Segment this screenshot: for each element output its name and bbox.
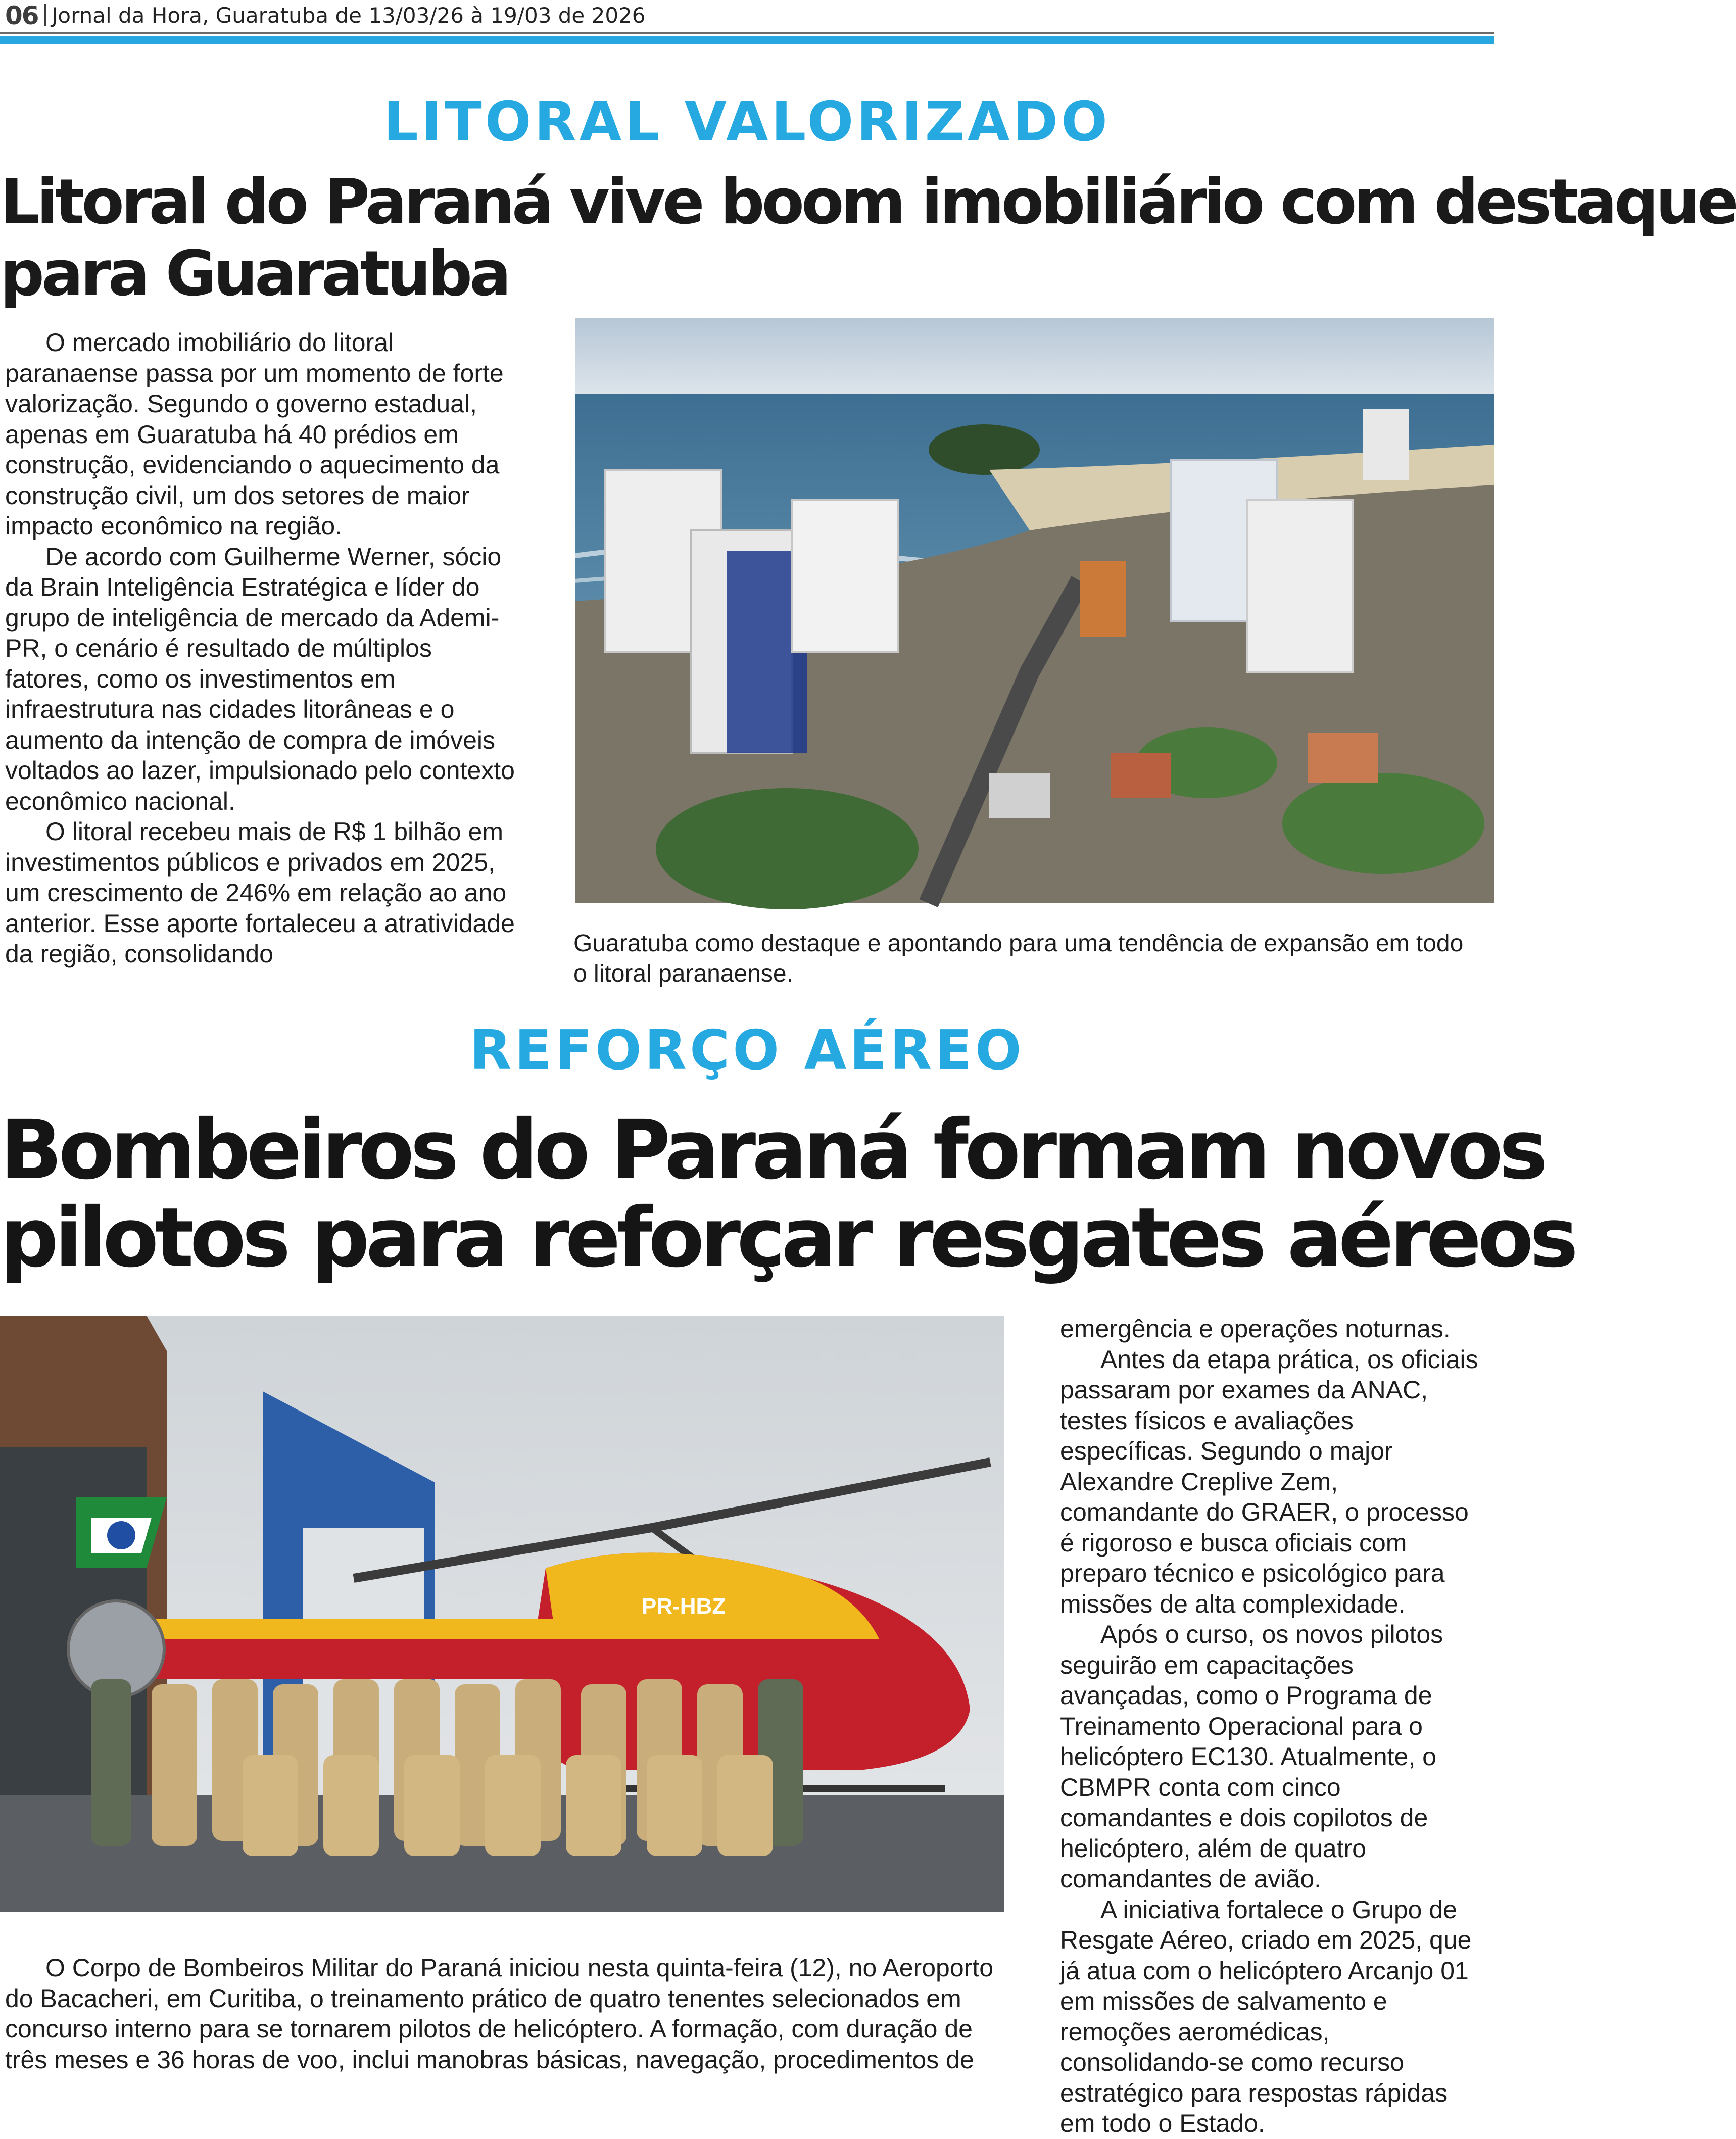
article2-paragraph: A iniciativa fortalece o Grupo de Resgate Aéreo, criado em 2025, que já atua com o helicóptero Arcanjo 01 em missões de salvamento e remoções aeromédicas, consolidando-se como recurso estratégico para respostas rápidas em todo o Estado. (1060, 1895, 1472, 2137)
article2-paragraph: Antes da etapa prática, os oficiais passaram por exames da ANAC, testes físicos e avaliações específicas. Segundo o major Alexandre Creplive Zem, comandante do GRAER, o processo é rigoroso e busca oficiais com preparo técnico e psicológico para missões de alta complexidade. (1060, 1345, 1478, 1618)
headline-article1 (0, 166, 1736, 310)
edition-line: Jornal da Hora, Guaratuba de 13/03/26 à 19/03 de 2026 (52, 3, 646, 28)
section-kicker-aereo: REFORÇO AÉREO (469, 1019, 1025, 1082)
headline-article2 (0, 1103, 1575, 1286)
helicopter-registration: PR-HBZ (642, 1594, 726, 1619)
section-kicker-litoral: LITORAL VALORIZADO (383, 90, 1111, 154)
headline-article2-line1: Bombeiros do Paraná formam novos (0, 1103, 1544, 1198)
header-separator (44, 4, 46, 26)
headline-article1-line1: Litoral do Paraná vive boom imobiliário com destaque (0, 166, 1736, 238)
article1-paragraph: O litoral recebeu mais de R$ 1 bilhão em investimentos públicos e privados em 2025, um crescimento de 246% em relação ao ano anterior. Esse aporte fortaleceu a atratividade da região, consolidando (5, 817, 515, 968)
article2-paragraph: Após o curso, os novos pilotos seguirão em capacitações avançadas, como o Programa de Treinamento Operacional para o helicóptero EC130. Atualmente, o CBMPR conta com cinco comandantes e dois copilotos de helicóptero, além de quatro comandantes de avião. (1060, 1620, 1443, 1893)
article1-text-column (5, 327, 515, 969)
article1-paragraph: O mercado imobiliário do litoral paranaense passa por um momento de forte valorização. Segundo o governo estadual, apenas em Guaratuba há 40 prédios em construção, evidenciando o aquecimento da construção civil, um dos setores de maior impacto econômico na região. (5, 328, 504, 540)
header-rule-blue (0, 36, 1494, 44)
photo-caption: Guaratuba como destaque e apontando para uma tendência de expansão em todo o litoral paranaense. (573, 930, 1464, 987)
headline-article2-line2: pilotos para reforçar resgates aéreos (0, 1191, 1575, 1286)
headline-article1-line2: para Guaratuba (0, 238, 509, 310)
article2-bottom-text (5, 1953, 995, 2075)
article1-paragraph: De acordo com Guilherme Werner, sócio da Brain Inteligência Estratégica e líder do grupo de inteligência de mercado da Ademi-PR, o cenário é resultado de múltiplos fatores, como os investimentos em infraestrutura nas cidades litorâneas e o aumento da intenção de compra de imóveis voltados ao lazer, impulsionado pelo contexto econômico nacional. (5, 542, 515, 815)
page-number: 06 (5, 1, 38, 30)
article2-paragraph: emergência e operações noturnas. (1060, 1315, 1451, 1343)
firefighters-helicopter-photo (0, 1316, 1004, 1912)
header-rule-thin (0, 32, 1494, 34)
page-header (0, 0, 1494, 31)
article2-right-column (1060, 1314, 1479, 2139)
guaratuba-aerial-photo (575, 318, 1494, 903)
article2-paragraph: O Corpo de Bombeiros Militar do Paraná iniciou nesta quinta-feira (12), no Aeroporto do Bacacheri, em Curitiba, o treinamento prático de quatro tenentes selecionados em concurso interno para se tornarem pilotos de helicóptero. A formação, com duração de três meses e 36 horas de voo, inclui manobras básicas, navegação, procedimentos de (5, 1954, 994, 2074)
